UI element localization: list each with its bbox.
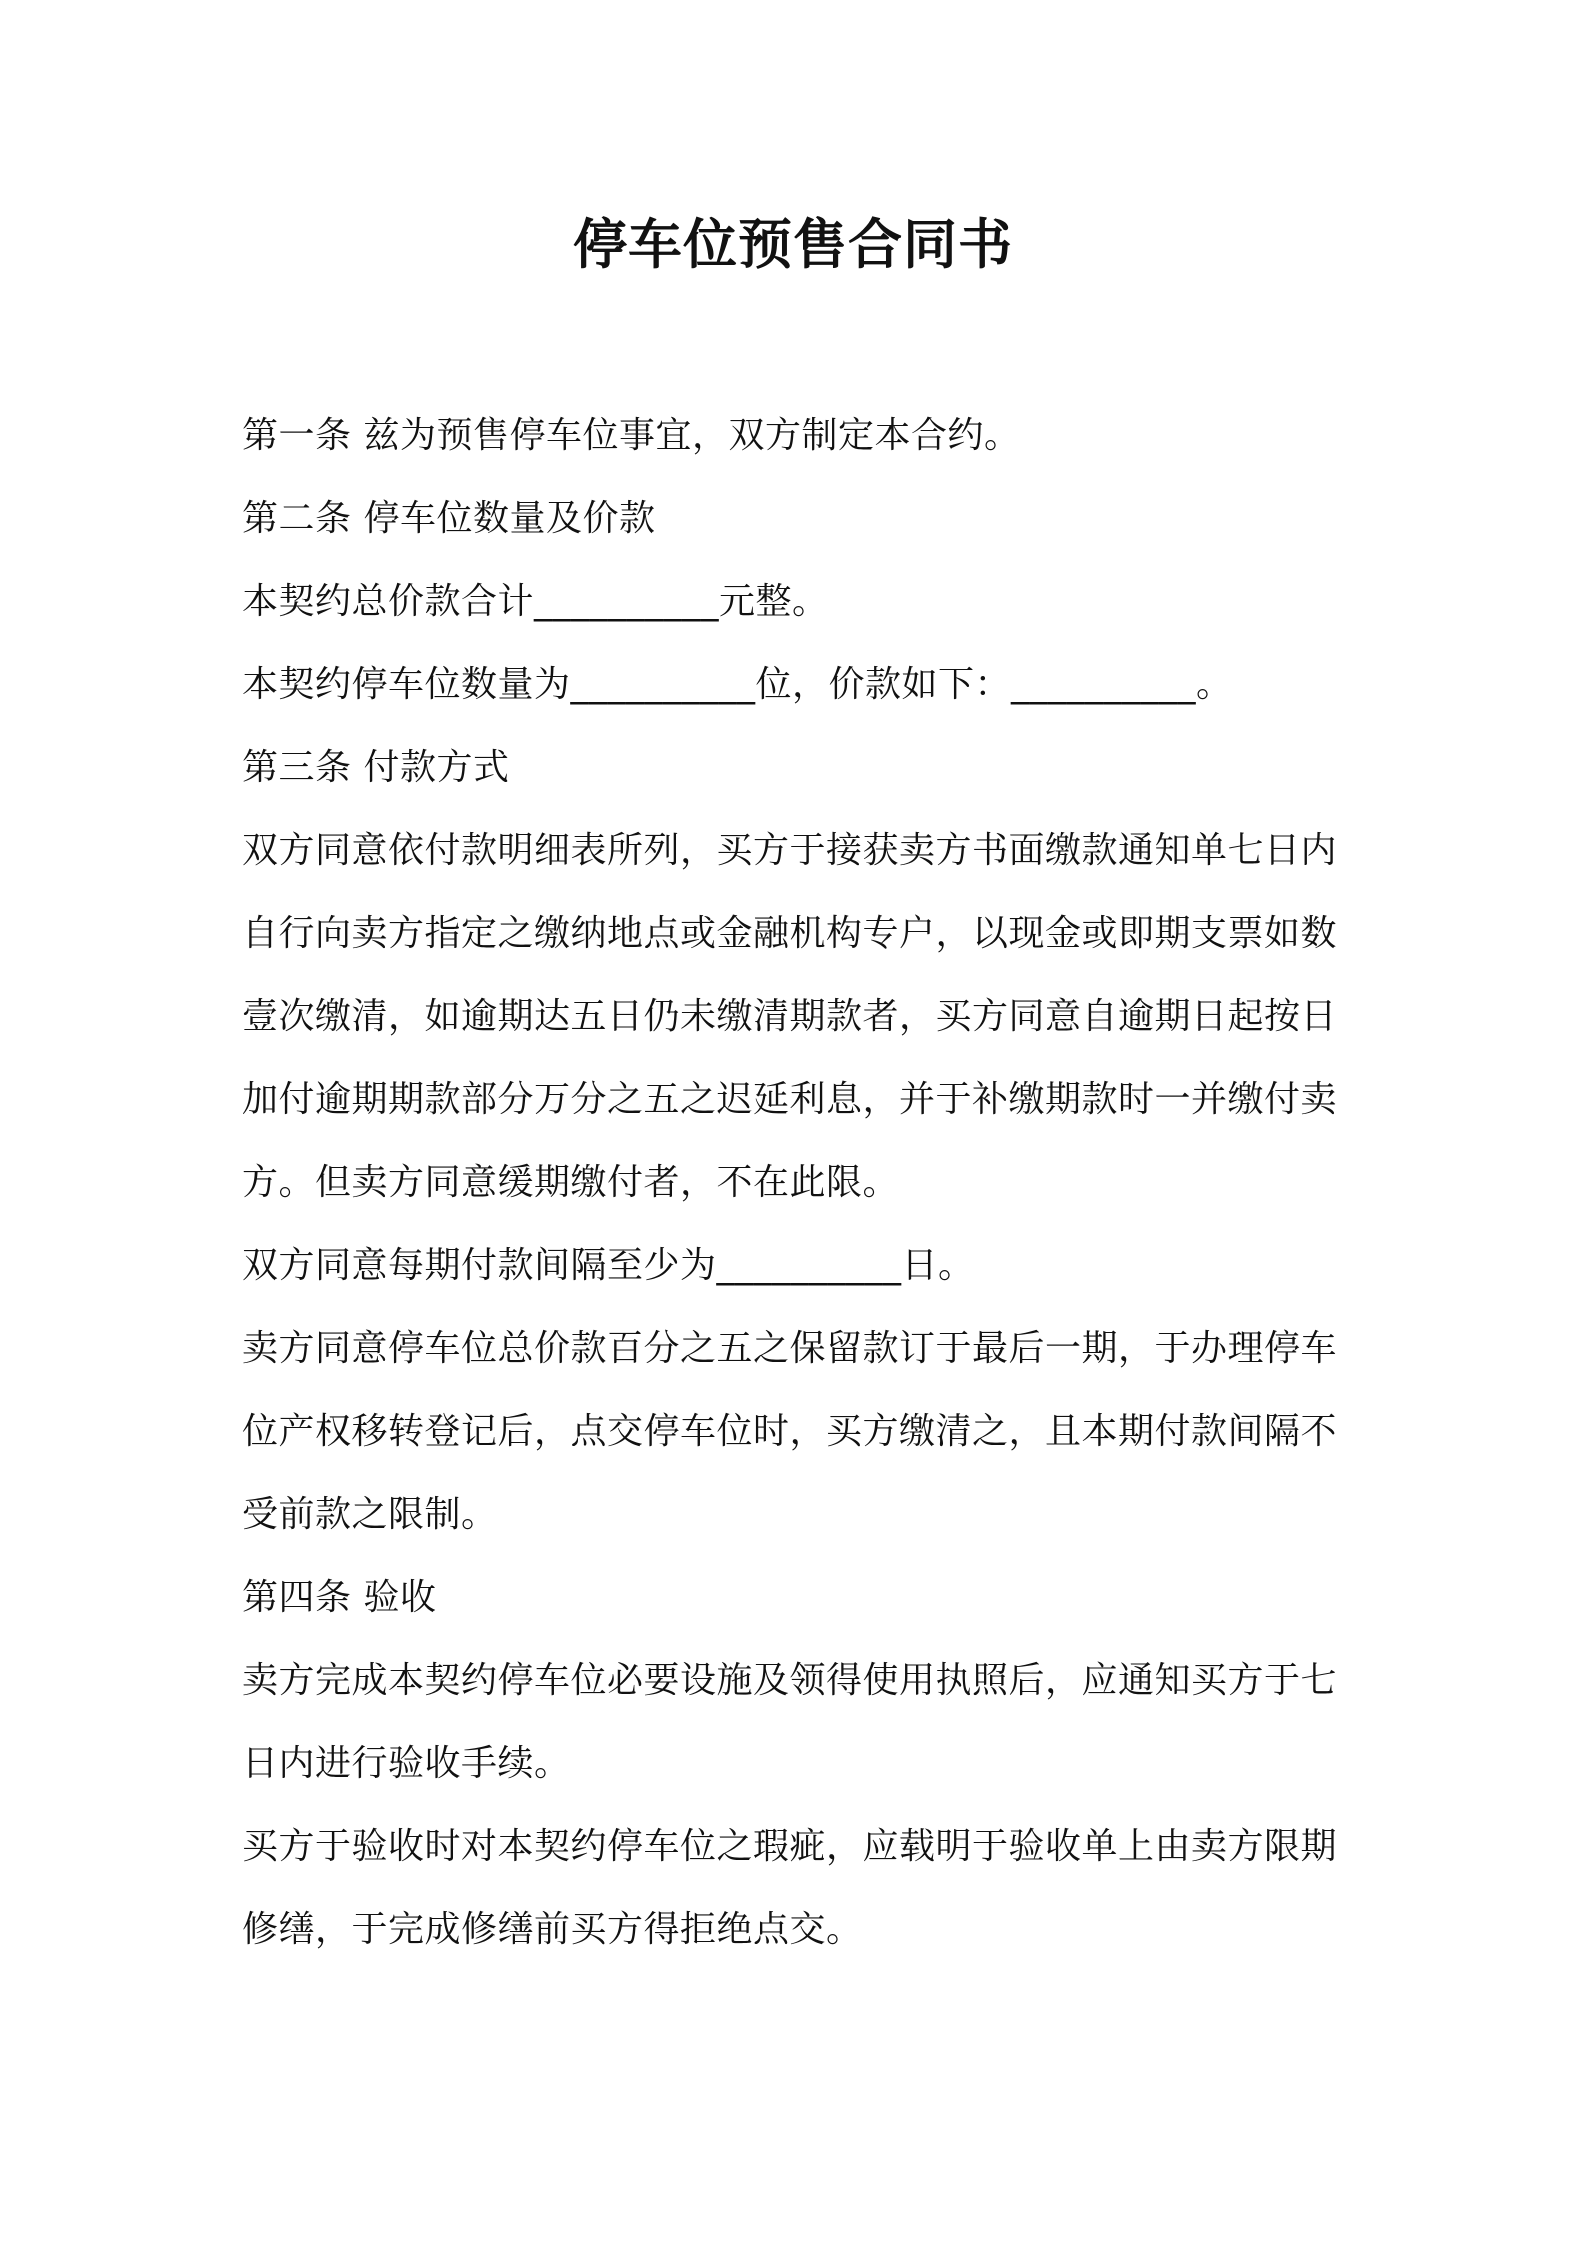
parking-quantity-line: 本契约停车位数量为__________位，价款如下：__________。 — [242, 664, 1233, 705]
acceptance-paragraph-line: 日内进行验收手续。 — [242, 1743, 571, 1784]
retention-paragraph-line: 位产权移转登记后，点交停车位时，买方缴清之，且本期付款间隔不 — [242, 1411, 1338, 1452]
total-price-line: 本契约总价款合计__________元整。 — [242, 581, 829, 622]
payment-paragraph-line: 方。但卖方同意缓期缴付者，不在此限。 — [242, 1162, 900, 1203]
document-title: 停车位预售合同书 — [573, 213, 1013, 276]
acceptance-paragraph-line: 卖方完成本契约停车位必要设施及领得使用执照后，应通知买方于七 — [242, 1660, 1338, 1701]
payment-interval-line: 双方同意每期付款间隔至少为__________日。 — [242, 1245, 975, 1286]
article-3-heading: 第三条 付款方式 — [242, 747, 510, 788]
article-2-heading: 第二条 停车位数量及价款 — [242, 498, 656, 539]
payment-paragraph-line: 双方同意依付款明细表所列，买方于接获卖方书面缴款通知单七日内 — [242, 830, 1338, 871]
payment-paragraph-line: 自行向卖方指定之缴纳地点或金融机构专户，以现金或即期支票如数 — [242, 913, 1338, 954]
article-1-text: 第一条 兹为预售停车位事宜，双方制定本合约。 — [242, 415, 1021, 456]
defect-paragraph-line: 买方于验收时对本契约停车位之瑕疵，应载明于验收单上由卖方限期 — [242, 1826, 1338, 1867]
retention-paragraph-line: 卖方同意停车位总价款百分之五之保留款订于最后一期，于办理停车 — [242, 1328, 1338, 1369]
defect-paragraph-line: 修缮，于完成修缮前买方得拒绝点交。 — [242, 1909, 863, 1950]
article-4-heading: 第四条 验收 — [242, 1577, 437, 1618]
retention-paragraph-line: 受前款之限制。 — [242, 1494, 498, 1535]
payment-paragraph-line: 壹次缴清，如逾期达五日仍未缴清期款者，买方同意自逾期日起按日 — [242, 996, 1338, 1037]
payment-paragraph-line: 加付逾期期款部分万分之五之迟延利息，并于补缴期款时一并缴付卖 — [242, 1079, 1338, 1120]
